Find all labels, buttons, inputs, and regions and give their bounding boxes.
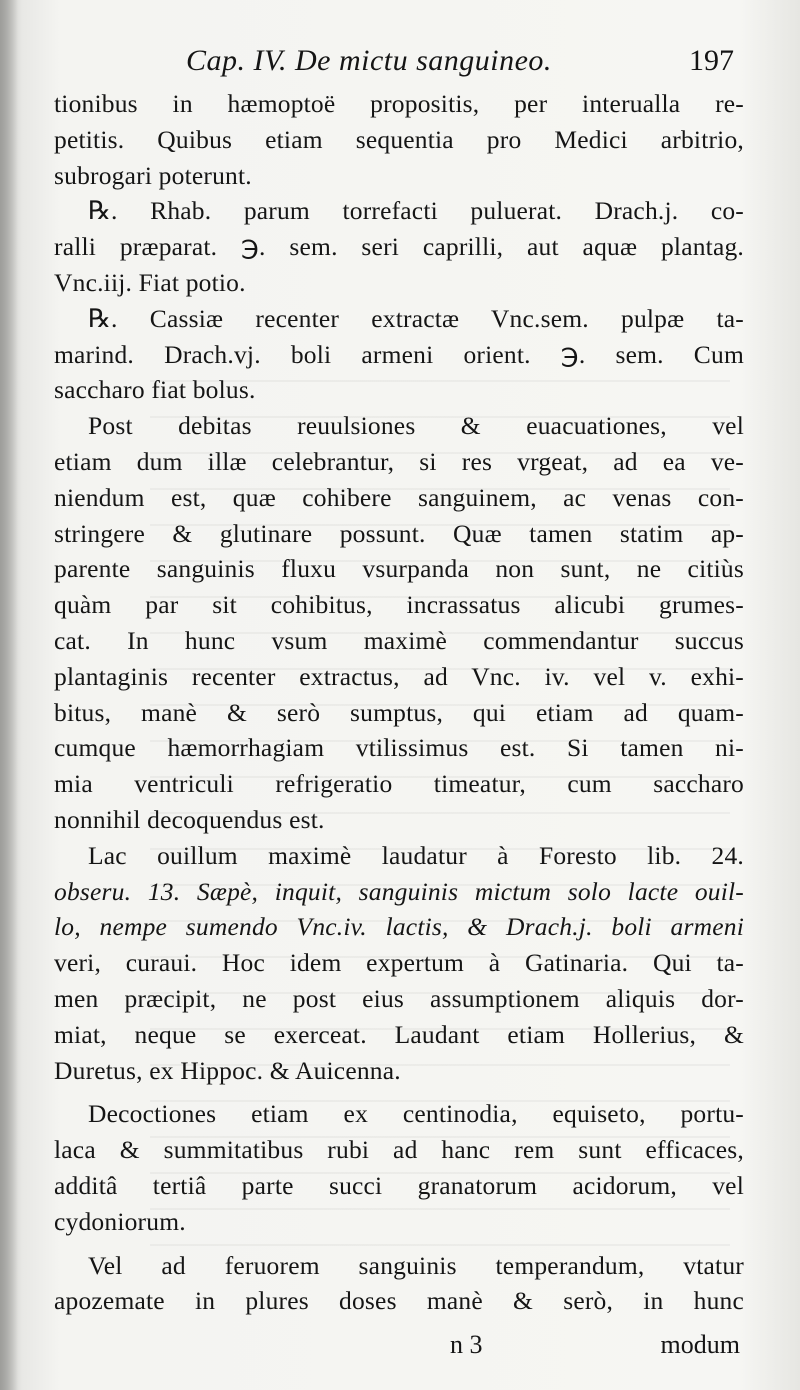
paragraph-line: Post debitas reuulsiones & euacuationes, vel <box>88 411 744 441</box>
paragraph-line: cumque hæmorrhagiam vtilissimus est. Si tamen ni- <box>54 733 744 763</box>
paragraph-line: mia ventriculi refrigeratio timeatur, cum saccharo <box>54 769 744 799</box>
paragraph-line: nonnihil decoquendus est. <box>54 804 325 834</box>
catchword: modum <box>660 1330 740 1359</box>
page-footer <box>54 1330 740 1370</box>
paragraph-line: quàm par sit cohibitus, incrassatus alicubi grumes- <box>54 590 744 620</box>
paragraph-line: plantaginis recenter extractus, ad Vnc. iv. vel v. exhi- <box>54 661 744 691</box>
paragraph-line: Lac ouillum maximè laudatur à Foresto lib. 24. <box>88 840 744 870</box>
body-text <box>54 86 744 1319</box>
paragraph-line: apozemate in plures doses manè & serò, in hunc <box>54 1286 744 1316</box>
paragraph-line: Duretus, ex Hippoc. & Auicenna. <box>54 1055 401 1085</box>
paragraph-gap <box>54 1240 744 1248</box>
recipe-line: ℞. Cassiæ recenter extractæ Vnc.sem. pulpæ ta- <box>88 303 744 333</box>
paragraph-line: cydoniorum. <box>54 1206 186 1236</box>
paragraph-line: veri, curaui. Hoc idem expertum à Gatinaria. Qui ta- <box>54 948 744 978</box>
page-number: 197 <box>689 44 734 77</box>
text-line: tionibus in hæmoptoë propositis, per interualla re- <box>54 89 744 118</box>
recipe-line: ℞. Rhab. parum torrefacti puluerat. Drach.j. co- <box>88 196 744 226</box>
paragraph-line: bitus, manè & serò sumptus, qui etiam ad quam- <box>54 697 744 727</box>
paragraph-line: stringere & glutinare possunt. Quæ tamen statim ap- <box>54 518 744 548</box>
recipe-line: ralli præparat. ℈. sem. seri caprilli, aut aquæ plantag. <box>54 232 744 262</box>
text-line: subrogari poterunt. <box>54 160 252 190</box>
page-gutter-shadow <box>0 0 18 1390</box>
recipe-line: Vnc.iij. Fiat potio. <box>54 267 246 297</box>
signature-mark: n 3 <box>450 1330 483 1359</box>
paragraph-line: men præcipit, ne post eius assumptionem aliquis dor- <box>54 983 744 1013</box>
paragraph-line: cat. In hunc vsum maximè commendantur succus <box>54 625 744 655</box>
paragraph-gap <box>54 1088 744 1096</box>
paragraph-line: etiam dum illæ celebrantur, si res vrgeat, ad ea ve- <box>54 446 744 476</box>
paragraph-line: miat, neque se exerceat. Laudant etiam Hollerius, & <box>54 1019 744 1049</box>
paragraph-line: parente sanguinis fluxu vsurpanda non sunt, ne citiùs <box>54 554 744 584</box>
running-title: Cap. IV. De mictu sanguineo. <box>186 44 552 77</box>
text-line: petitis. Quibus etiam sequentia pro Medici arbitrio, <box>54 124 744 154</box>
quotation-line: obseru. 13. Sæpè, inquit, sanguinis mictum solo lacte ouil- <box>54 876 744 906</box>
recipe-line: saccharo fiat bolus. <box>54 375 256 405</box>
paragraph-line: niendum est, quæ cohibere sanguinem, ac venas con- <box>54 482 744 512</box>
quotation-line: lo, nempe sumendo Vnc.iv. lactis, & Drach.j. boli armeni <box>54 912 744 942</box>
paragraph-line: Vel ad feruorem sanguinis temperandum, vtatur <box>88 1250 744 1280</box>
page-header <box>50 44 740 84</box>
recipe-line: marind. Drach.vj. boli armeni orient. ℈. sem. Cum <box>54 339 744 369</box>
paragraph-line: Decoctiones etiam ex centinodia, equiseto, portu- <box>88 1099 744 1129</box>
paragraph-line: laca & summitatibus rubi ad hanc rem sunt efficaces, <box>54 1135 744 1165</box>
paragraph-line: additâ tertiâ parte succi granatorum acidorum, vel <box>54 1170 744 1200</box>
